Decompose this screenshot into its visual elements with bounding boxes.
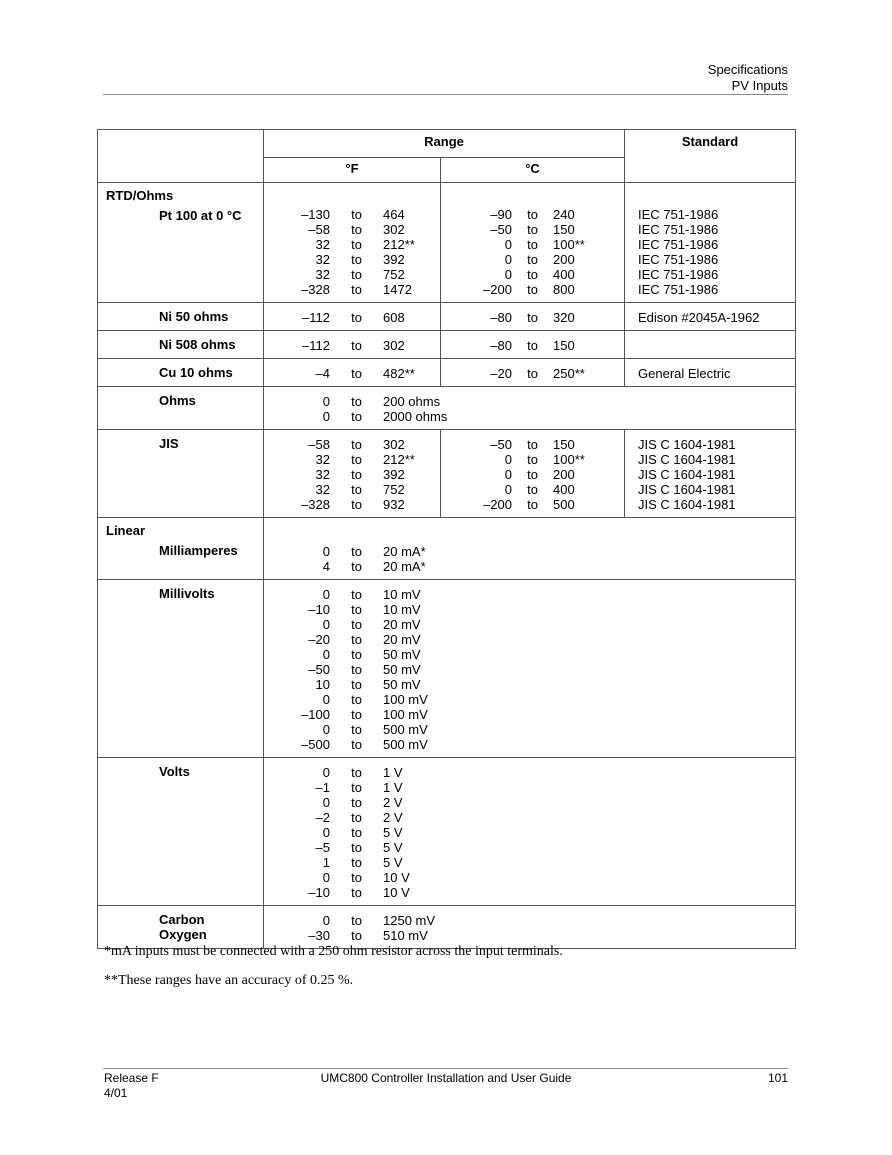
range-high: 5 V xyxy=(383,840,403,855)
range-high: 200 ohms xyxy=(383,394,441,409)
range-to: to xyxy=(351,722,362,737)
range-low: –90 xyxy=(490,207,512,222)
table-row xyxy=(98,303,796,331)
row-label: Ohms xyxy=(98,387,264,430)
range-low: 0 xyxy=(504,452,512,467)
range-to: to xyxy=(351,409,362,424)
table-row xyxy=(98,541,796,580)
range-high: 500 xyxy=(553,497,575,512)
range-low: –10 xyxy=(308,885,330,900)
range-line xyxy=(264,366,440,381)
range-to: to xyxy=(351,394,362,409)
range-high: 1 V xyxy=(383,765,403,780)
range-line xyxy=(264,780,795,795)
standard-header-cont xyxy=(625,158,796,183)
range-high: 150 xyxy=(553,222,575,237)
range-to: to xyxy=(527,282,538,297)
range-line xyxy=(264,467,440,482)
range-high: 212** xyxy=(383,237,415,252)
range-line xyxy=(264,928,795,943)
range-low: 0 xyxy=(322,870,330,885)
standard-line: IEC 751-1986 xyxy=(638,222,719,237)
range-line xyxy=(264,482,440,497)
range-high: 10 V xyxy=(383,870,410,885)
range-line xyxy=(264,544,795,559)
range-low: 4 xyxy=(322,559,330,574)
fahrenheit-range xyxy=(264,331,441,359)
range-low: –58 xyxy=(308,437,330,452)
range-high: 392 xyxy=(383,252,405,267)
header-subsection: PV Inputs xyxy=(731,78,788,93)
standard-line: JIS C 1604-1981 xyxy=(638,437,736,452)
range-high: 510 mV xyxy=(383,928,428,943)
range-line xyxy=(264,587,795,602)
celsius-range xyxy=(441,303,625,331)
celsius-range xyxy=(441,206,625,303)
standard-line: IEC 751-1986 xyxy=(638,252,719,267)
range-line xyxy=(264,222,440,237)
oxygen-label: Oxygen xyxy=(159,927,207,942)
range-line xyxy=(264,737,795,752)
range-to: to xyxy=(527,207,538,222)
category-linear: Linear xyxy=(98,518,264,542)
range-high: 302 xyxy=(383,222,405,237)
range-low: 32 xyxy=(315,252,330,267)
range-line xyxy=(264,662,795,677)
row-label xyxy=(98,906,264,949)
range-to: to xyxy=(527,237,538,252)
range-low: –100 xyxy=(301,707,330,722)
range-to: to xyxy=(351,928,362,943)
range-low: 0 xyxy=(504,252,512,267)
range-to: to xyxy=(527,366,538,381)
range-high: 250** xyxy=(553,366,585,381)
range-low: 0 xyxy=(322,647,330,662)
range-low: 0 xyxy=(322,394,330,409)
range-high: 400 xyxy=(553,482,575,497)
range-to: to xyxy=(351,707,362,722)
range-to: to xyxy=(351,692,362,707)
fahrenheit-range xyxy=(264,430,441,518)
range-low: 0 xyxy=(322,722,330,737)
standard-line: JIS C 1604-1981 xyxy=(638,497,736,512)
range-line xyxy=(441,338,624,353)
range-line xyxy=(264,282,440,297)
range-low: –50 xyxy=(490,437,512,452)
range-line xyxy=(264,237,440,252)
range-low: 32 xyxy=(315,267,330,282)
range-low: –500 xyxy=(301,737,330,752)
range-low: 0 xyxy=(322,795,330,810)
range-to: to xyxy=(351,632,362,647)
row-label: Pt 100 at 0 °C xyxy=(98,206,264,303)
range-line xyxy=(441,222,624,237)
row-label: Ni 50 ohms xyxy=(98,303,264,331)
range-high: 1250 mV xyxy=(383,913,436,928)
range-high: 464 xyxy=(383,207,405,222)
standard-line: IEC 751-1986 xyxy=(638,207,719,222)
range-to: to xyxy=(351,840,362,855)
range-line xyxy=(264,310,440,325)
range-span xyxy=(264,906,796,949)
range-low: 0 xyxy=(504,237,512,252)
range-low: 0 xyxy=(322,765,330,780)
range-line xyxy=(264,795,795,810)
release-label: Release F xyxy=(104,1071,159,1085)
range-low: –5 xyxy=(315,840,330,855)
range-line xyxy=(264,677,795,692)
range-to: to xyxy=(351,338,362,353)
range-to: to xyxy=(351,237,362,252)
range-span xyxy=(264,580,796,758)
range-high: 200 xyxy=(553,467,575,482)
range-line xyxy=(264,559,795,574)
range-to: to xyxy=(351,855,362,870)
range-line xyxy=(264,885,795,900)
row-label: Milliamperes xyxy=(98,541,264,580)
range-low: –10 xyxy=(308,602,330,617)
range-to: to xyxy=(527,222,538,237)
range-to: to xyxy=(351,222,362,237)
range-low: 32 xyxy=(315,452,330,467)
range-to: to xyxy=(527,467,538,482)
range-low: –2 xyxy=(315,810,330,825)
range-high: 240 xyxy=(553,207,575,222)
range-high: 50 mV xyxy=(383,647,421,662)
range-low: –200 xyxy=(483,282,512,297)
range-to: to xyxy=(351,282,362,297)
range-low: –200 xyxy=(483,497,512,512)
range-high: 302 xyxy=(383,338,405,353)
range-to: to xyxy=(527,252,538,267)
range-header: Range xyxy=(264,130,625,158)
standard-line: Edison #2045A-1962 xyxy=(638,310,760,325)
range-line xyxy=(441,452,624,467)
range-low: –1 xyxy=(315,780,330,795)
range-low: 0 xyxy=(322,544,330,559)
range-to: to xyxy=(527,482,538,497)
standard-line: IEC 751-1986 xyxy=(638,267,719,282)
range-low: 0 xyxy=(322,617,330,632)
range-high: 392 xyxy=(383,467,405,482)
range-low: –58 xyxy=(308,222,330,237)
range-line xyxy=(264,409,795,424)
table-row xyxy=(98,430,796,518)
range-high: 1472 xyxy=(383,282,412,297)
standard-line: JIS C 1604-1981 xyxy=(638,467,736,482)
range-line xyxy=(264,692,795,707)
range-low: –50 xyxy=(308,662,330,677)
celsius-header: °C xyxy=(441,158,625,183)
range-line xyxy=(441,252,624,267)
standard-line: IEC 751-1986 xyxy=(638,282,719,297)
fahrenheit-header: °F xyxy=(264,158,441,183)
celsius-range xyxy=(441,430,625,518)
range-line xyxy=(441,437,624,452)
row-label: Millivolts xyxy=(98,580,264,758)
row-label: JIS xyxy=(98,430,264,518)
range-low: 0 xyxy=(504,267,512,282)
footnote-ma: *mA inputs must be connected with a 250 ohm resistor across the input terminals. xyxy=(104,944,563,959)
range-to: to xyxy=(351,310,362,325)
range-line xyxy=(264,707,795,722)
standard-cell xyxy=(625,303,796,331)
table-row xyxy=(98,387,796,430)
range-high: 608 xyxy=(383,310,405,325)
range-line xyxy=(264,338,440,353)
range-high: 10 mV xyxy=(383,602,421,617)
range-line xyxy=(441,467,624,482)
fahrenheit-range xyxy=(264,359,441,387)
range-line xyxy=(441,267,624,282)
range-line xyxy=(264,647,795,662)
table-row xyxy=(98,331,796,359)
range-line xyxy=(264,497,440,512)
range-line xyxy=(264,722,795,737)
range-line xyxy=(441,237,624,252)
standard-cell xyxy=(625,430,796,518)
range-high: 400 xyxy=(553,267,575,282)
range-high: 150 xyxy=(553,338,575,353)
range-to: to xyxy=(351,544,362,559)
range-to: to xyxy=(351,737,362,752)
range-to: to xyxy=(527,452,538,467)
range-to: to xyxy=(351,870,362,885)
carbon-label: Carbon xyxy=(159,912,205,927)
range-to: to xyxy=(351,647,362,662)
footnote-accuracy: **These ranges have an accuracy of 0.25 %. xyxy=(104,973,354,988)
range-to: to xyxy=(351,913,362,928)
range-low: 32 xyxy=(315,237,330,252)
row-label: Ni 508 ohms xyxy=(98,331,264,359)
range-line xyxy=(264,452,440,467)
range-to: to xyxy=(351,252,362,267)
range-line xyxy=(264,394,795,409)
range-to: to xyxy=(351,602,362,617)
range-high: 10 mV xyxy=(383,587,421,602)
range-high: 20 mA* xyxy=(383,559,426,574)
range-low: –80 xyxy=(490,338,512,353)
range-low: 0 xyxy=(322,913,330,928)
range-high: 800 xyxy=(553,282,575,297)
range-high: 150 xyxy=(553,437,575,452)
range-to: to xyxy=(351,780,362,795)
range-high: 100** xyxy=(553,452,585,467)
range-line xyxy=(264,617,795,632)
range-line xyxy=(264,810,795,825)
range-low: –20 xyxy=(308,632,330,647)
celsius-range xyxy=(441,359,625,387)
row-label: Cu 10 ohms xyxy=(98,359,264,387)
corner-cell xyxy=(98,130,264,158)
range-low: –30 xyxy=(308,928,330,943)
range-low: –328 xyxy=(301,282,330,297)
range-low: –4 xyxy=(315,366,330,381)
range-line xyxy=(264,840,795,855)
range-to: to xyxy=(351,885,362,900)
corner-cell-2 xyxy=(98,158,264,183)
range-line xyxy=(441,366,624,381)
range-low: 0 xyxy=(504,482,512,497)
range-line xyxy=(441,207,624,222)
range-to: to xyxy=(527,267,538,282)
range-span xyxy=(264,387,796,430)
range-to: to xyxy=(351,437,362,452)
standard-line: JIS C 1604-1981 xyxy=(638,452,736,467)
table-row xyxy=(98,758,796,906)
range-line xyxy=(264,855,795,870)
range-low: –20 xyxy=(490,366,512,381)
range-line xyxy=(264,870,795,885)
range-low: 0 xyxy=(504,467,512,482)
range-high: 752 xyxy=(383,267,405,282)
range-to: to xyxy=(351,662,362,677)
linear-section-row xyxy=(98,518,796,542)
range-low: 32 xyxy=(315,482,330,497)
range-to: to xyxy=(527,437,538,452)
footer-rule xyxy=(103,1068,788,1069)
range-low: 0 xyxy=(322,825,330,840)
range-low: 0 xyxy=(322,692,330,707)
range-high: 302 xyxy=(383,437,405,452)
range-high: 20 mV xyxy=(383,617,421,632)
release-date: 4/01 xyxy=(104,1086,128,1100)
range-low: –130 xyxy=(301,207,330,222)
range-to: to xyxy=(527,497,538,512)
standard-line: JIS C 1604-1981 xyxy=(638,482,736,497)
range-span xyxy=(264,541,796,580)
range-to: to xyxy=(351,795,362,810)
range-to: to xyxy=(351,366,362,381)
range-line xyxy=(264,267,440,282)
standard-cell xyxy=(625,331,796,359)
range-span xyxy=(264,758,796,906)
rtd-section-row xyxy=(98,183,796,207)
range-to: to xyxy=(351,677,362,692)
range-to: to xyxy=(351,810,362,825)
category-rtd-ohms: RTD/Ohms xyxy=(98,183,264,207)
running-header xyxy=(708,62,788,94)
range-high: 932 xyxy=(383,497,405,512)
range-high: 1 V xyxy=(383,780,403,795)
range-line xyxy=(441,482,624,497)
range-line xyxy=(441,310,624,325)
range-high: 500 mV xyxy=(383,722,428,737)
range-line xyxy=(264,765,795,780)
table-row xyxy=(98,580,796,758)
range-high: 20 mA* xyxy=(383,544,426,559)
table-row xyxy=(98,359,796,387)
standard-line: General Electric xyxy=(638,366,731,381)
standard-line: IEC 751-1986 xyxy=(638,237,719,252)
range-high: 500 mV xyxy=(383,737,428,752)
celsius-range xyxy=(441,331,625,359)
range-to: to xyxy=(351,207,362,222)
table-row xyxy=(98,206,796,303)
range-to: to xyxy=(351,617,362,632)
range-high: 2000 ohms xyxy=(383,409,448,424)
range-high: 100 mV xyxy=(383,707,428,722)
fahrenheit-range xyxy=(264,206,441,303)
range-to: to xyxy=(351,467,362,482)
range-low: 0 xyxy=(322,587,330,602)
range-line xyxy=(441,282,624,297)
range-high: 212** xyxy=(383,452,415,467)
range-line xyxy=(264,632,795,647)
footer-title: UMC800 Controller Installation and User Guide xyxy=(320,1071,572,1085)
range-high: 20 mV xyxy=(383,632,421,647)
range-high: 482** xyxy=(383,366,415,381)
range-line xyxy=(441,497,624,512)
range-low: –50 xyxy=(490,222,512,237)
range-high: 2 V xyxy=(383,795,403,810)
pv-inputs-table xyxy=(97,129,796,949)
header-section: Specifications xyxy=(707,62,788,77)
range-to: to xyxy=(351,497,362,512)
range-line xyxy=(264,207,440,222)
row-label: Volts xyxy=(98,758,264,906)
range-to: to xyxy=(351,765,362,780)
page-number: 101 xyxy=(767,1071,788,1085)
range-high: 50 mV xyxy=(383,677,421,692)
range-to: to xyxy=(351,825,362,840)
range-low: 0 xyxy=(322,409,330,424)
range-high: 5 V xyxy=(383,855,403,870)
range-to: to xyxy=(351,587,362,602)
range-high: 320 xyxy=(553,310,575,325)
range-low: 32 xyxy=(315,467,330,482)
standard-header: Standard xyxy=(625,130,796,158)
range-line xyxy=(264,252,440,267)
range-line xyxy=(264,825,795,840)
table-row xyxy=(98,906,796,949)
fahrenheit-range xyxy=(264,303,441,331)
range-high: 100** xyxy=(553,237,585,252)
standard-cell xyxy=(625,359,796,387)
range-low: –328 xyxy=(301,497,330,512)
range-high: 2 V xyxy=(383,810,403,825)
range-line xyxy=(264,913,795,928)
range-low: –80 xyxy=(490,310,512,325)
range-high: 200 xyxy=(553,252,575,267)
range-high: 100 mV xyxy=(383,692,428,707)
standard-cell xyxy=(625,206,796,303)
header-rule xyxy=(103,94,788,95)
range-to: to xyxy=(351,452,362,467)
range-to: to xyxy=(351,559,362,574)
range-to: to xyxy=(351,267,362,282)
range-low: 1 xyxy=(322,855,330,870)
range-high: 50 mV xyxy=(383,662,421,677)
range-line xyxy=(264,602,795,617)
range-high: 10 V xyxy=(383,885,410,900)
range-high: 752 xyxy=(383,482,405,497)
range-low: 10 xyxy=(315,677,330,692)
range-line xyxy=(264,437,440,452)
range-low: –112 xyxy=(302,338,330,353)
range-to: to xyxy=(527,310,538,325)
range-to: to xyxy=(527,338,538,353)
range-high: 5 V xyxy=(383,825,403,840)
range-low: –112 xyxy=(302,310,330,325)
range-to: to xyxy=(351,482,362,497)
